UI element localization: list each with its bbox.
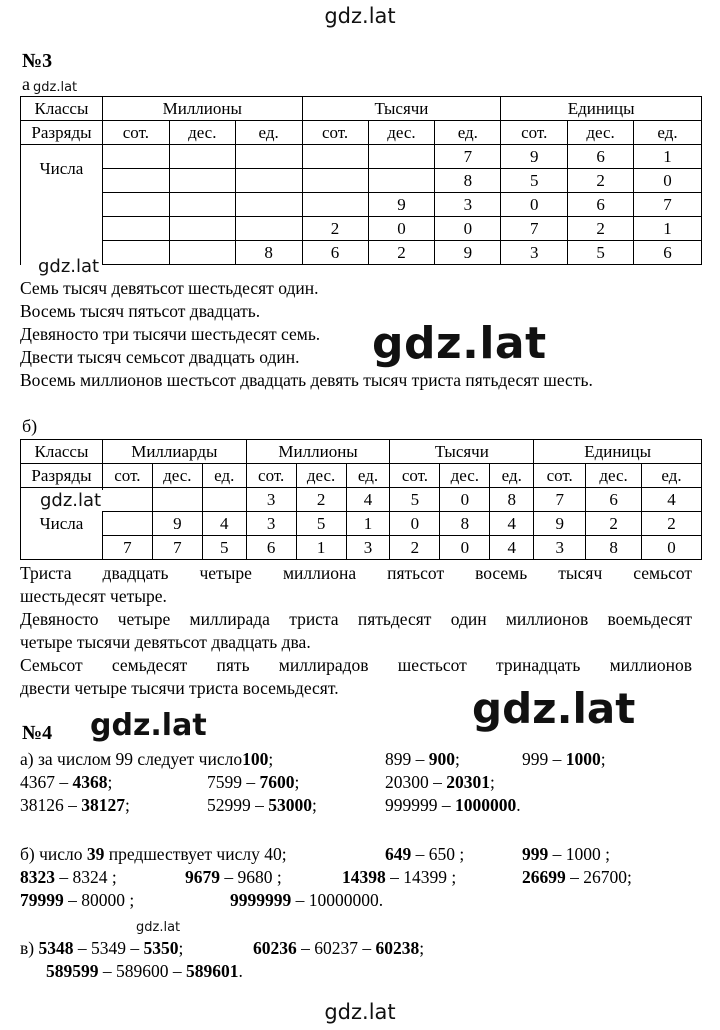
table-cell: 5: [202, 536, 246, 560]
table-cell: [302, 169, 368, 193]
punct: ;: [107, 772, 113, 792]
table-b-rank-row: [21, 464, 702, 488]
table-cell: [368, 169, 435, 193]
given-value: – 10000000.: [291, 890, 384, 910]
table-a-rank-cell: сот.: [302, 121, 368, 145]
punct: ;: [490, 772, 495, 792]
table-cell: 0: [501, 193, 568, 217]
punct: ;: [600, 749, 606, 769]
table-cell: 1: [634, 145, 702, 169]
text-item: [522, 843, 610, 866]
table-cell: 0: [440, 536, 490, 560]
table-cell: 9: [435, 241, 501, 265]
table-a-header-cell: Тысячи: [302, 97, 501, 121]
table-cell: [102, 217, 169, 241]
table-b-rank-cell: ед.: [642, 464, 702, 488]
table-a-header-cell: Классы: [21, 97, 103, 121]
table-cell: 9: [152, 512, 202, 536]
answer-value: 79999: [20, 890, 64, 910]
table-cell: 9: [534, 512, 586, 536]
watermark-top: gdz.lat: [324, 4, 396, 28]
table-a-rank-row: [21, 121, 702, 145]
table-cell: 3: [534, 536, 586, 560]
answer-value: 900: [428, 749, 455, 769]
text-item: [342, 866, 456, 889]
watermark-bottom: gdz.lat: [324, 1000, 396, 1024]
answer-value: 100: [242, 749, 269, 769]
watermark-table-b: gdz.lat: [40, 490, 102, 511]
table-b-class-row: [21, 440, 702, 464]
table-cell: [102, 512, 152, 536]
table-cell: [102, 241, 169, 265]
table-cell: [169, 217, 235, 241]
answer-value: 9999999: [230, 890, 292, 910]
task3-heading: №3: [22, 50, 53, 72]
table-row: [21, 193, 702, 217]
given-value: 999999 –: [385, 795, 455, 815]
text-item: [385, 794, 521, 817]
table-cell: 0: [390, 512, 440, 536]
answer-value: 649: [385, 844, 412, 864]
table-a-header-cell: Единицы: [501, 97, 702, 121]
table-cell: 2: [390, 536, 440, 560]
watermark-small-a: gdz.lat: [33, 80, 78, 95]
table-cell: [169, 145, 235, 169]
watermark-under-table-a: gdz.lat: [38, 256, 100, 277]
table-cell: [102, 169, 169, 193]
answer-value: 9679: [185, 867, 220, 887]
table-cell: 7: [634, 193, 702, 217]
table-cell: 7: [435, 145, 501, 169]
table-cell: 4: [202, 512, 246, 536]
table-cell: [235, 217, 302, 241]
text-item: [20, 937, 183, 960]
table-a-rank-cell: сот.: [501, 121, 568, 145]
table-b-header-cell: Классы: [21, 440, 103, 464]
text-item: [20, 771, 112, 794]
text-item: [185, 866, 282, 889]
answer-value: 589599: [46, 961, 99, 981]
text-line: Восемь тысяч пятьсот двадцать.: [20, 301, 261, 321]
table-b-header-cell: Миллиарды: [102, 440, 246, 464]
table-cell: 8: [586, 536, 642, 560]
table-b-rank-cell: ед.: [346, 464, 390, 488]
table-cell: 2: [568, 169, 634, 193]
table-cell: 6: [302, 241, 368, 265]
table-cell: 8: [235, 241, 302, 265]
table-cell: 6: [634, 241, 702, 265]
table-cell: 5: [568, 241, 634, 265]
table-a: [20, 96, 702, 265]
table-b-header-cell: Миллионы: [246, 440, 390, 464]
answer-value: 1000000: [455, 795, 517, 815]
table-cell: 5: [390, 488, 440, 512]
table-cell: 2: [568, 217, 634, 241]
table-row: [21, 536, 702, 560]
table-row: [21, 169, 702, 193]
text-line: Семьсот семьдесят пять миллирадов шестьсот тринадцать миллионов: [20, 655, 692, 675]
table-a-rank-cell: дес.: [169, 121, 235, 145]
text-item: [46, 960, 243, 983]
table-a-class-row: [21, 97, 702, 121]
watermark-n4-left: gdz.lat: [90, 708, 207, 743]
table-cell: [235, 193, 302, 217]
text-item: [20, 794, 130, 817]
table-cell: [169, 241, 235, 265]
text-line: шестьдесят четыре.: [20, 586, 167, 606]
text-item: [230, 889, 383, 912]
table-cell: [152, 488, 202, 512]
text-line: Триста двадцать четыре миллиона пятьсот восемь тысяч семьсот: [20, 563, 692, 583]
text-line: Девяносто три тысячи шестьдесят семь.: [20, 324, 321, 344]
text-line: Девяносто четыре миллирада триста пятьдесят один миллионов воемьдесят: [20, 609, 692, 629]
table-b-rank-cell: дес.: [586, 464, 642, 488]
table-cell: [302, 193, 368, 217]
answer-value: 8323: [20, 867, 55, 887]
table-a-rank-cell: сот.: [102, 121, 169, 145]
table-cell: 0: [435, 217, 501, 241]
table-cell: 0: [440, 488, 490, 512]
part-b-label: б): [22, 416, 38, 436]
table-cell: 5: [296, 512, 346, 536]
table-a-rank-cell: дес.: [368, 121, 435, 145]
table-b-header-cell: Единицы: [534, 440, 702, 464]
punct: ;: [419, 938, 425, 958]
watermark-small-v: gdz.lat: [136, 920, 181, 935]
punct: ;: [178, 938, 184, 958]
given-value: 7599 –: [207, 772, 260, 792]
text-line: [20, 843, 287, 866]
answer-value: 14398: [342, 867, 386, 887]
text-item: [20, 866, 117, 889]
table-b-row-label: Числа: [21, 488, 103, 560]
table-cell: 8: [490, 488, 534, 512]
table-cell: 0: [642, 536, 702, 560]
b-prefix: б) число: [20, 844, 87, 864]
given-value: 899 –: [385, 749, 429, 769]
table-cell: 6: [246, 536, 296, 560]
table-cell: 3: [435, 193, 501, 217]
punct: ;: [312, 795, 317, 815]
table-cell: 2: [302, 217, 368, 241]
text-line: [20, 748, 273, 771]
table-cell: 0: [634, 169, 702, 193]
table-cell: 4: [490, 512, 534, 536]
given-value: – 1000 ;: [548, 844, 610, 864]
table-cell: 5: [501, 169, 568, 193]
table-b-rank-cell: ед.: [202, 464, 246, 488]
table-row: [21, 488, 702, 512]
text-line: Восемь миллионов шестьсот двадцать девять тысяч триста пятьдесят шесть.: [20, 370, 593, 390]
answer-value: 26699: [522, 867, 566, 887]
table-cell: 6: [568, 145, 634, 169]
part-a-label: а: [22, 74, 30, 94]
text-line: Двести тысяч семьсот двадцать один.: [20, 347, 300, 367]
text-item: [522, 748, 606, 771]
watermark-n4-right: gdz.lat: [472, 684, 636, 733]
table-a-rank-cell: Разряды: [21, 121, 103, 145]
table-a-rank-cell: ед.: [634, 121, 702, 145]
answer-value: 1000: [565, 749, 601, 769]
table-cell: [102, 488, 152, 512]
given-value: – 9680 ;: [220, 867, 282, 887]
given-value: – 8324 ;: [55, 867, 117, 887]
table-cell: 4: [642, 488, 702, 512]
table-cell: 3: [246, 512, 296, 536]
table-a-header-cell: Миллионы: [102, 97, 302, 121]
table-cell: [202, 488, 246, 512]
table-cell: 4: [490, 536, 534, 560]
table-cell: [169, 169, 235, 193]
text-line: двести четыре тысячи триста восемьдесят.: [20, 678, 339, 698]
text-item: [20, 889, 134, 912]
answer-value: 589601: [186, 961, 239, 981]
table-cell: 2: [586, 512, 642, 536]
answer-value: 999: [522, 844, 549, 864]
task4-heading: №4: [22, 722, 53, 744]
table-b-rank-cell: сот.: [390, 464, 440, 488]
punct: .: [516, 795, 521, 815]
text-item: [385, 843, 464, 866]
text-item: [207, 771, 299, 794]
answer-value: 38127: [81, 795, 125, 815]
table-cell: [368, 145, 435, 169]
answer-value: 53000: [268, 795, 312, 815]
answer-value: 39: [86, 844, 105, 864]
table-cell: 8: [435, 169, 501, 193]
v-prefix: в): [20, 938, 39, 958]
table-cell: 7: [534, 488, 586, 512]
table-b-rank-cell: сот.: [246, 464, 296, 488]
table-cell: 7: [501, 217, 568, 241]
table-cell: 1: [346, 512, 390, 536]
table-cell: 1: [634, 217, 702, 241]
table-a-row-label: Числа: [21, 145, 103, 265]
text-line: четыре тысячи девятьсот двадцать два.: [20, 632, 311, 652]
given-value: – 60237 –: [296, 938, 376, 958]
table-b-rank-cell: ед.: [490, 464, 534, 488]
punct: ;: [268, 749, 274, 769]
text-item: [385, 771, 495, 794]
given-value: – 650 ;: [411, 844, 465, 864]
given-value: – 80000 ;: [63, 890, 135, 910]
table-cell: 3: [246, 488, 296, 512]
table-b-rank-cell: сот.: [534, 464, 586, 488]
answer-value: 5350: [143, 938, 179, 958]
table-cell: 9: [501, 145, 568, 169]
punct: ;: [455, 749, 460, 769]
table-row: [21, 241, 702, 265]
given-value: – 5349 –: [73, 938, 144, 958]
table-cell: 4: [346, 488, 390, 512]
table-b-rank-cell: Разряды: [21, 464, 103, 488]
given-value: 52999 –: [207, 795, 269, 815]
table-cell: 2: [368, 241, 435, 265]
answer-value: 20301: [446, 772, 490, 792]
punct: ;: [125, 795, 130, 815]
table-cell: 3: [501, 241, 568, 265]
table-a-rank-cell: ед.: [435, 121, 501, 145]
answer-value: 7600: [259, 772, 295, 792]
table-cell: 7: [102, 536, 152, 560]
table-b-rank-cell: дес.: [296, 464, 346, 488]
table-cell: [302, 145, 368, 169]
given-value: – 26700;: [565, 867, 632, 887]
table-cell: [102, 193, 169, 217]
table-cell: 9: [368, 193, 435, 217]
answer-value: 4368: [72, 772, 108, 792]
table-cell: 2: [296, 488, 346, 512]
text-item: [385, 748, 460, 771]
table-cell: [235, 145, 302, 169]
table-cell: 0: [368, 217, 435, 241]
table-cell: 8: [440, 512, 490, 536]
watermark-big-a: gdz.lat: [372, 318, 547, 369]
given-value: 4367 –: [20, 772, 73, 792]
text-item: [253, 937, 424, 960]
table-row: [21, 145, 702, 169]
table-cell: 2: [642, 512, 702, 536]
given-value: – 14399 ;: [385, 867, 457, 887]
table-cell: [102, 145, 169, 169]
punct: ;: [294, 772, 300, 792]
table-cell: 6: [586, 488, 642, 512]
answer-value: 60238: [375, 938, 420, 958]
table-cell: 6: [568, 193, 634, 217]
table-a-rank-cell: дес.: [568, 121, 634, 145]
answer-value: 60236: [253, 938, 297, 958]
text-item: [207, 794, 317, 817]
table-cell: [235, 169, 302, 193]
text-item: [522, 866, 632, 889]
table-row: [21, 512, 702, 536]
a-prefix: а) за числом 99 следует число: [20, 749, 243, 769]
punct: .: [238, 961, 243, 981]
table-b: [20, 439, 702, 560]
given-value: 20300 –: [385, 772, 447, 792]
b-suffix: предшествует числу 40;: [104, 844, 287, 864]
table-cell: 7: [152, 536, 202, 560]
table-row: [21, 217, 702, 241]
text-line: Семь тысяч девятьсот шестьдесят один.: [20, 278, 319, 298]
table-cell: 3: [346, 536, 390, 560]
given-value: 999 –: [522, 749, 566, 769]
table-cell: [169, 193, 235, 217]
table-cell: 1: [296, 536, 346, 560]
answer-value: 5348: [38, 938, 74, 958]
table-b-rank-cell: дес.: [440, 464, 490, 488]
table-b-header-cell: Тысячи: [390, 440, 534, 464]
given-value: – 589600 –: [98, 961, 186, 981]
given-value: 38126 –: [20, 795, 82, 815]
table-b-rank-cell: дес.: [152, 464, 202, 488]
table-a-rank-cell: ед.: [235, 121, 302, 145]
table-b-rank-cell: сот.: [102, 464, 152, 488]
